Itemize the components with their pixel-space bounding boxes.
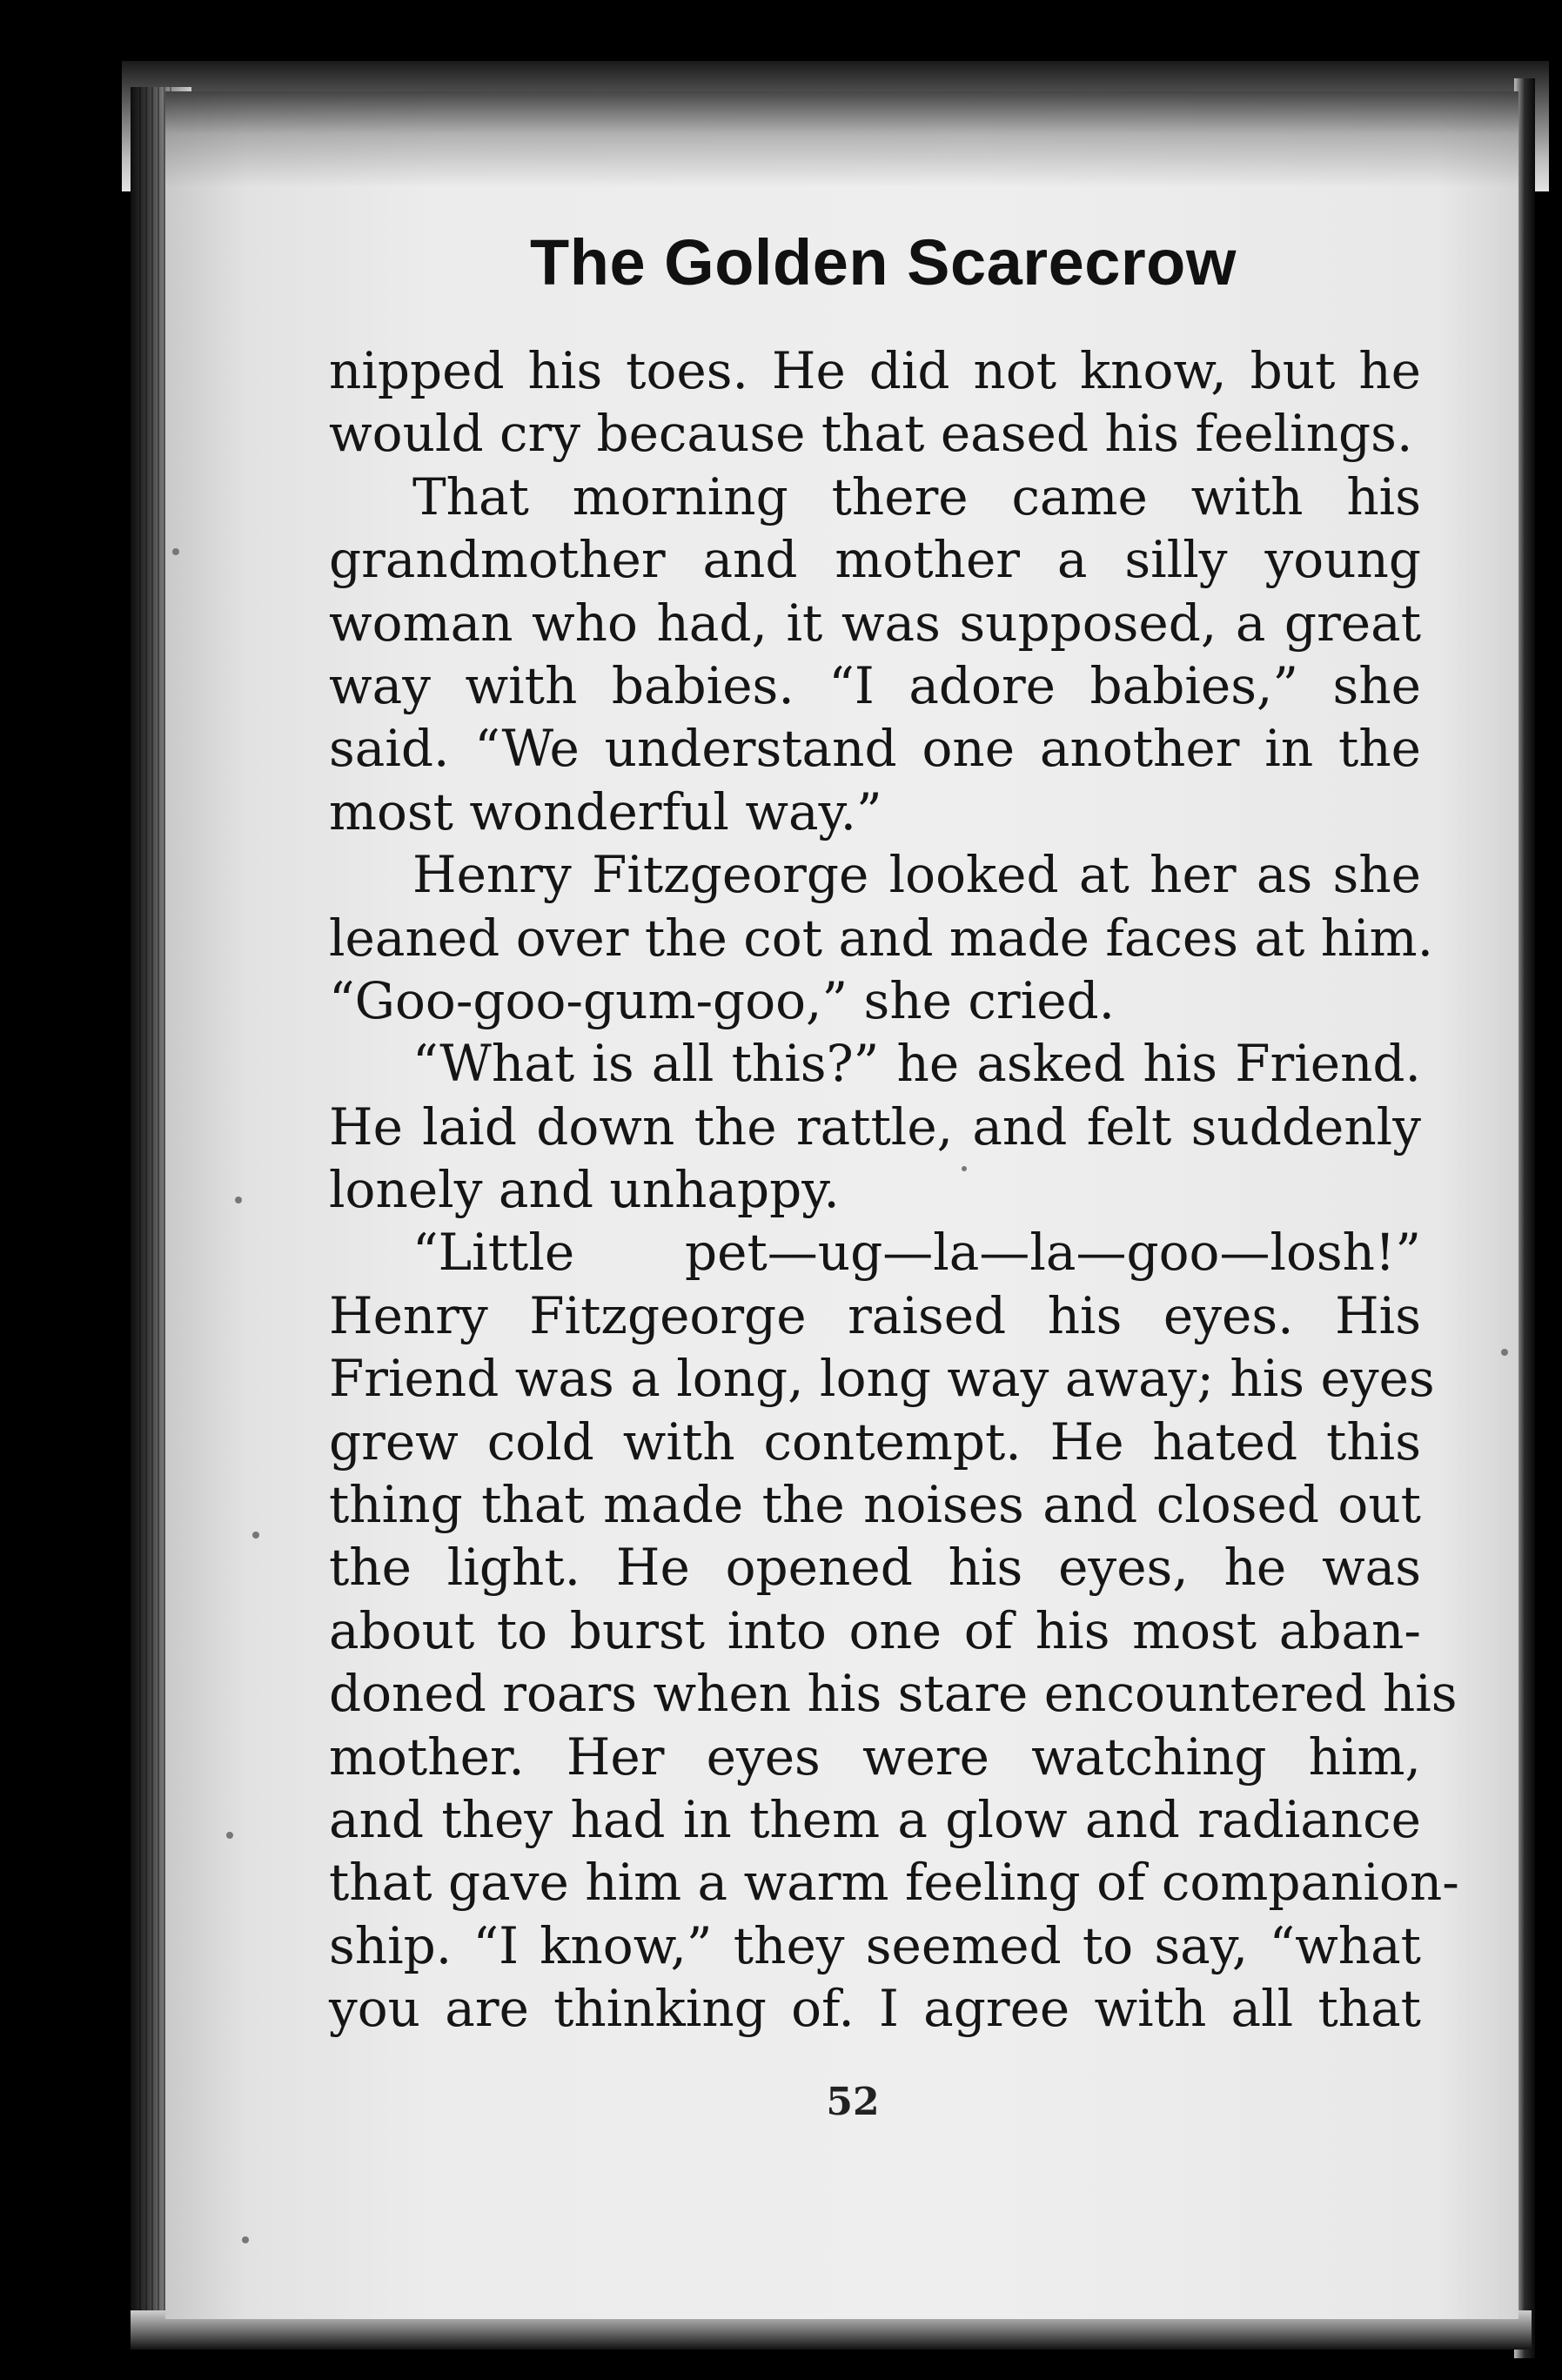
text-line: “Little pet—ug—la—la—goo—losh!” — [412, 1223, 1421, 1283]
text-line: “What is all this?” he asked his Friend. — [412, 1034, 1421, 1094]
text-line: doned roars when his stare encountered his — [329, 1664, 1458, 1724]
text-line: grew cold with contempt. He hated this — [329, 1411, 1421, 1472]
text-line: Friend was a long, long way away; his eyes — [329, 1349, 1435, 1409]
running-head: The Golden Scarecrow — [530, 226, 1237, 298]
text-line: That morning there came with his — [412, 466, 1421, 526]
body-text — [329, 339, 1459, 2041]
text-line: most wonderful way.” — [329, 781, 882, 841]
text-line: way with babies. “I adore babies,” she — [329, 655, 1421, 715]
text-line: and they had in them a glow and radiance — [329, 1789, 1421, 1849]
text-line: ship. “I know,” they seemed to say, “what — [329, 1915, 1421, 1975]
text-line: leaned over the cot and made faces at him. — [329, 908, 1434, 968]
text-line: Henry Fitzgeorge raised his eyes. His — [329, 1285, 1421, 1345]
paper-speck — [235, 1197, 242, 1203]
page-top-shadow — [165, 91, 1518, 187]
text-line: that gave him a warm feeling of companion- — [329, 1853, 1459, 1913]
text-line: “Goo-goo-gum-goo,” she cried. — [329, 970, 1116, 1030]
page-number: 52 — [826, 2080, 880, 2124]
paper-speck — [242, 2236, 249, 2243]
text-line: you are thinking of. I agree with all that — [329, 1979, 1421, 2039]
paper-speck — [226, 1832, 233, 1839]
text-line: thing that made the noises and closed out — [329, 1475, 1421, 1535]
text-line: woman who had, it was supposed, a great — [329, 593, 1421, 653]
text-line: the light. He opened his eyes, he was — [329, 1538, 1421, 1598]
text-line: said. “We understand one another in the — [329, 719, 1421, 779]
paper-speck — [252, 1532, 259, 1539]
text-line: nipped his toes. He did not know, but he — [329, 341, 1421, 400]
paper-speck — [1501, 1349, 1508, 1356]
text-line: lonely and unhappy. — [329, 1160, 840, 1220]
text-line: mother. Her eyes were watching him, — [329, 1726, 1421, 1787]
text-line: about to burst into one of his most aban- — [329, 1600, 1421, 1660]
text-line: He laid down the rattle, and felt suddenly — [329, 1096, 1421, 1156]
text-line: Henry Fitzgeorge looked at her as she — [412, 845, 1421, 905]
text-line: grandmother and mother a silly young — [329, 530, 1421, 590]
text-line: would cry because that eased his feelings. — [329, 404, 1413, 464]
paper-speck — [172, 548, 179, 555]
